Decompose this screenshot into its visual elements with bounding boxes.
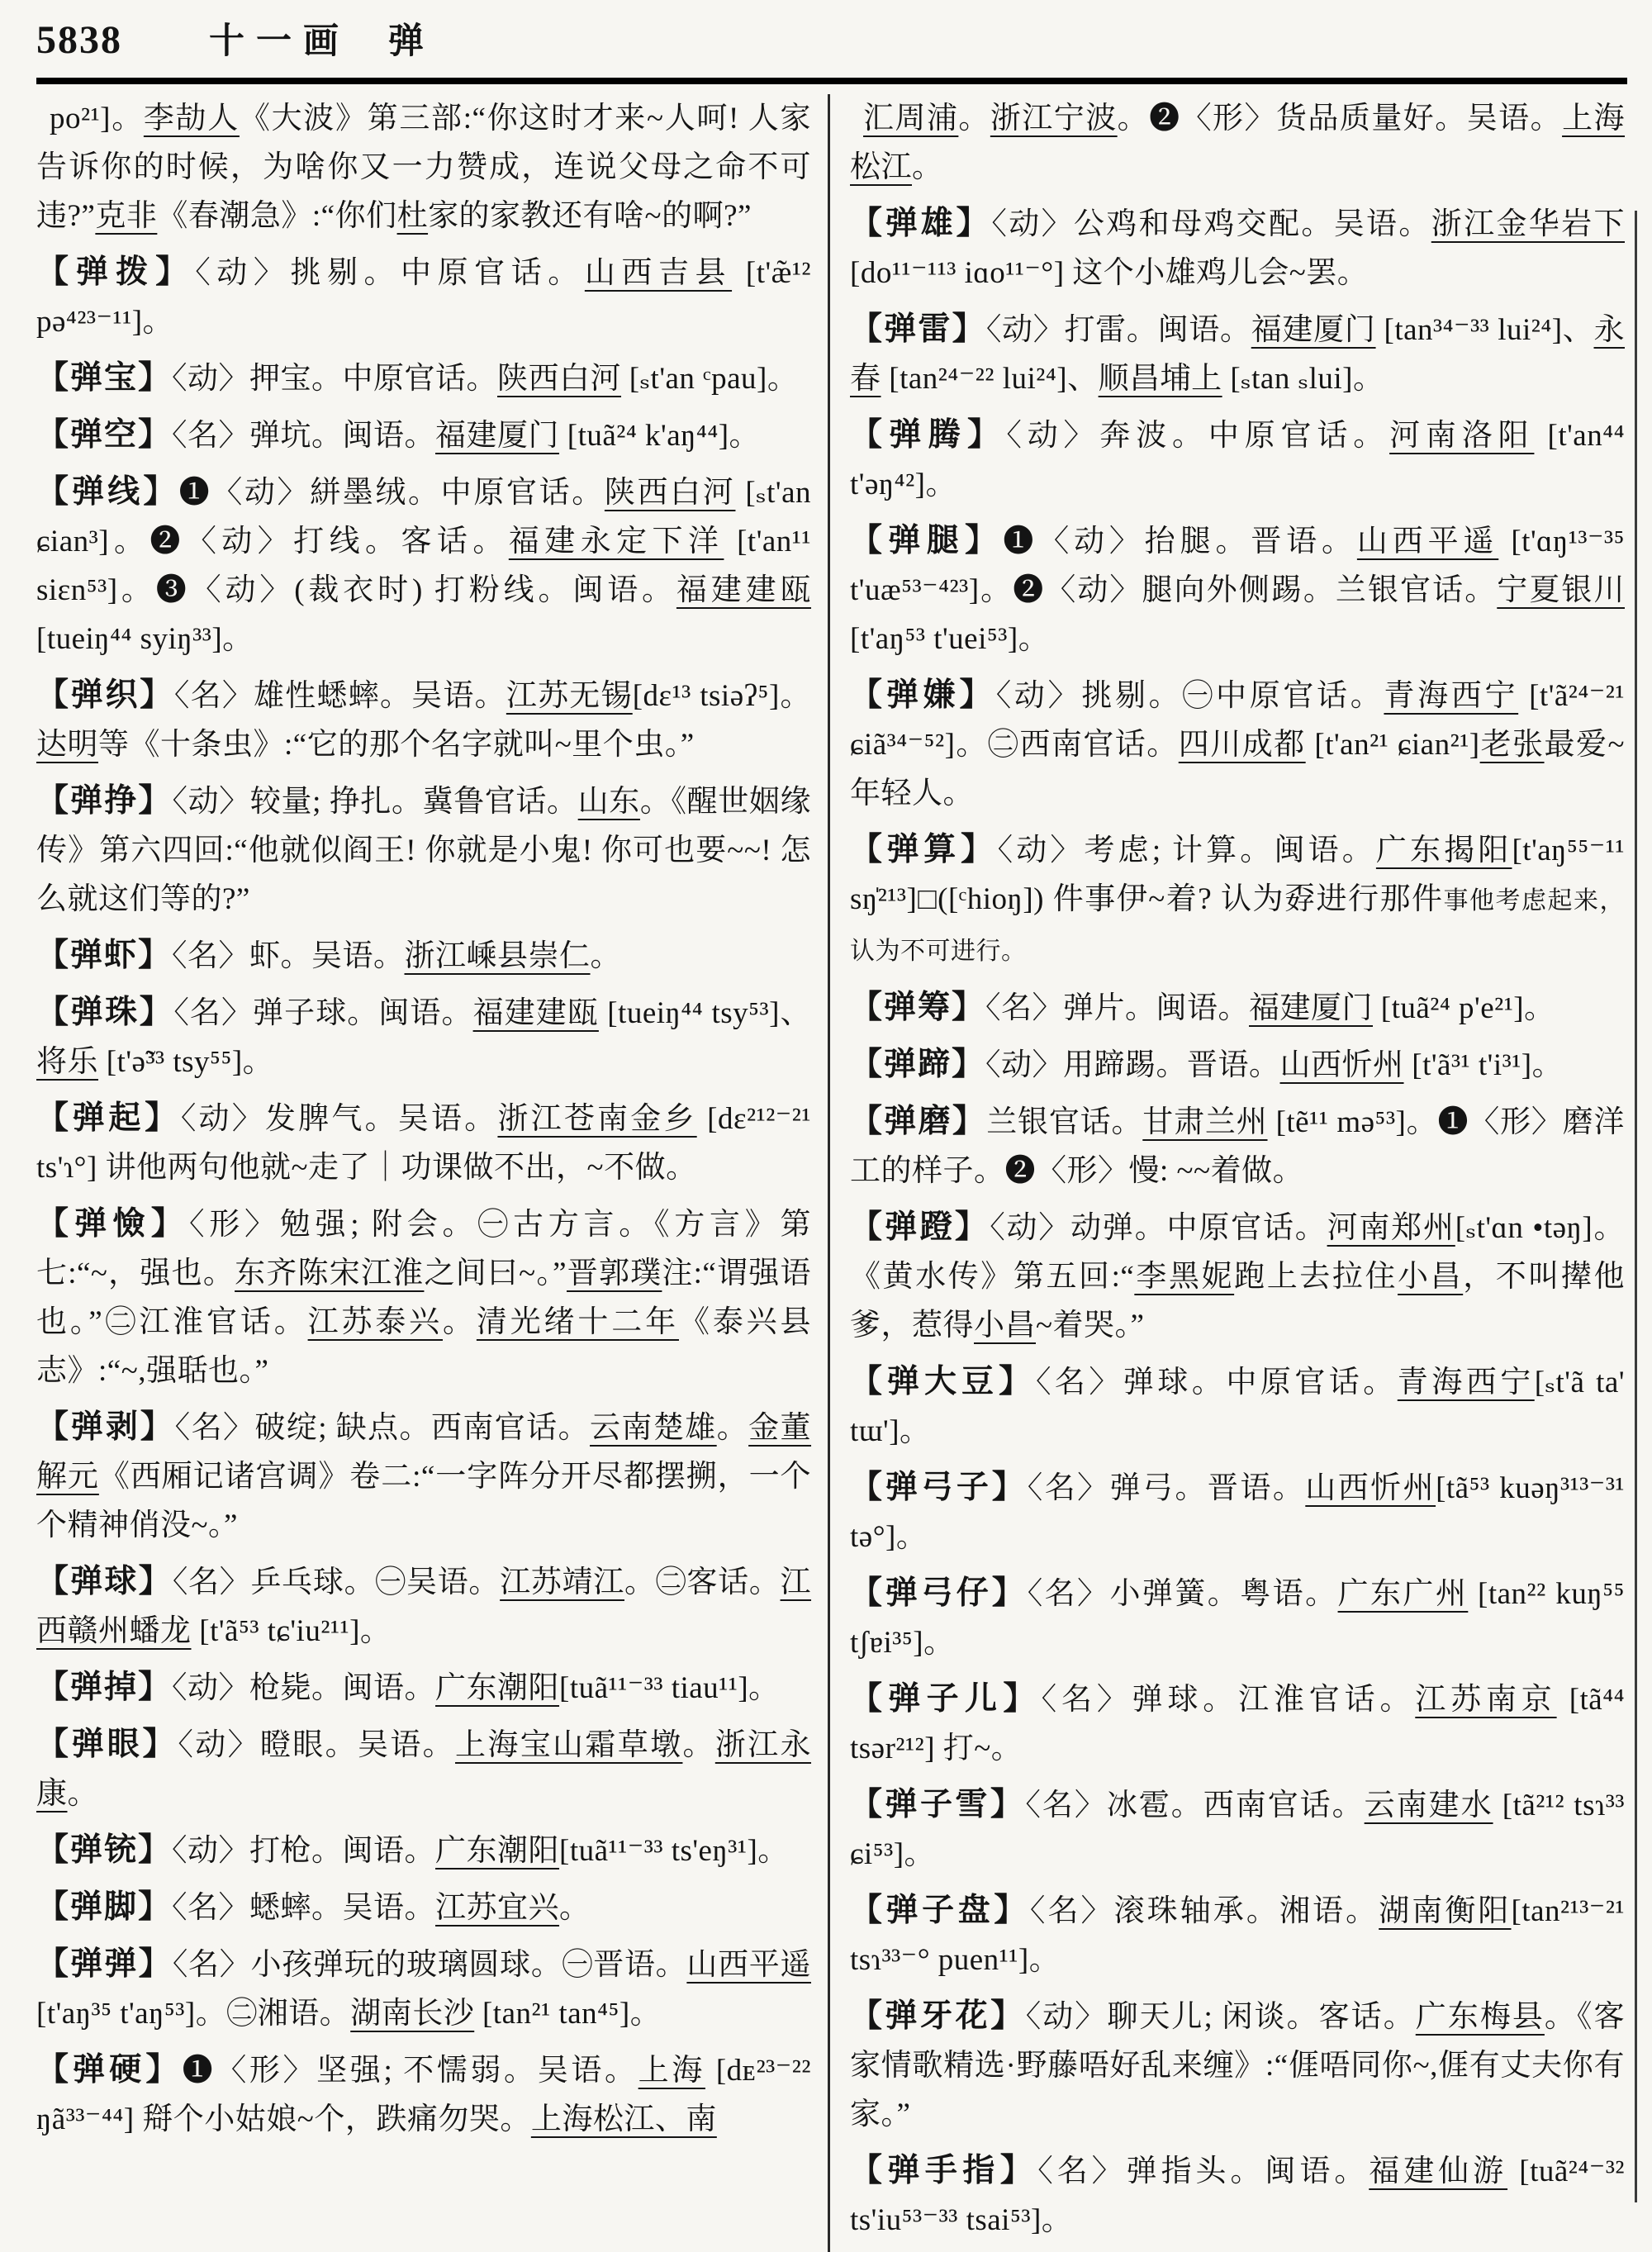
proper-noun: 山西平遥 — [686, 1948, 811, 1982]
entry-headword: 【弹弓子】 — [850, 1470, 1028, 1505]
proper-noun: 宁夏银川 — [1497, 573, 1625, 607]
dict-entry: 【弹球】〈名〉乒乓球。㊀吴语。江苏靖江。㊁客话。江西赣州蟠龙 [t'ã⁵³ tɕ'iu²¹¹]。 — [36, 1564, 812, 1648]
entry-headword: 【弹筹】 — [850, 990, 986, 1025]
dict-entry: 【弹虾】〈名〉虾。吴语。浙江嵊县崇仁。 — [36, 938, 622, 973]
proper-noun: 汇周浦 — [863, 102, 959, 135]
entry-headword: 【弹腿】 — [850, 523, 1004, 558]
proper-noun: 四川成都 — [1178, 728, 1306, 762]
dict-entry: 【弹子雪】〈名〉冰雹。西南官话。云南建水 [tã²¹² tsɿ³³ ɕi⁵³]。 — [850, 1787, 1625, 1871]
proper-noun: 江苏无锡 — [506, 679, 633, 713]
two-column-body — [36, 94, 1627, 2252]
proper-noun: 湖南衡阳 — [1379, 1894, 1512, 1928]
dict-entry: 【弹眼】〈动〉瞪眼。吴语。上海宝山霜草墩。浙江永康。 — [36, 1727, 812, 1811]
proper-noun: 陕西白河 — [497, 362, 622, 396]
stroke-section-title: 十一画 — [209, 22, 350, 61]
proper-noun: 福建建瓯 — [676, 573, 812, 607]
dict-entry: 【弹雄】〈动〉公鸡和母鸡交配。吴语。浙江金华岩下 [do¹¹⁻¹¹³ iɑo¹¹⁻°] 这个小雄鸡儿会~罢。 — [850, 206, 1625, 290]
proper-noun: 上海宝山霜草墩 — [455, 1728, 683, 1762]
page-edge-line — [1635, 211, 1637, 2202]
entry-headword: 【弹宝】 — [36, 360, 173, 396]
proper-noun: 云南建水 — [1364, 1789, 1493, 1822]
entry-headword: 【弹手指】 — [850, 2153, 1038, 2188]
entry-headword: 【弹虾】 — [36, 938, 173, 973]
proper-noun: 小昌 — [1398, 1260, 1464, 1294]
header-rule — [36, 78, 1627, 84]
continuation-paragraph: po²¹]。李劼人《大波》第三部:“你这时才来~人呵! 人家告诉你的时候，为啥你又一力赞成，连说父母之命不可违?”克非《春潮急》:“你们杜家的家教还有啥~的啊?” — [36, 102, 811, 233]
proper-noun: 东齐陈宋江淮 — [235, 1257, 425, 1290]
proper-noun: 杜 — [396, 199, 429, 233]
dict-entry: 【弹弓仔】〈名〉小弹簧。粤语。广东广州 [tan²² kuŋ⁵⁵ tʃɐi³⁵]。 — [850, 1575, 1625, 1660]
proper-noun: 湖南长沙 — [350, 1997, 475, 2031]
proper-noun: 浙江金华岩下 — [1431, 207, 1625, 241]
proper-noun: 浙江永康 — [36, 1728, 812, 1811]
proper-noun: 陕西白河 — [604, 476, 736, 510]
dict-entry: 【弹蹄】〈动〉用蹄踢。晋语。山西忻州 [t'ã³¹ t'i³¹]。 — [850, 1047, 1564, 1082]
proper-noun: 上海 — [638, 2054, 705, 2088]
entry-headword: 【弹硬】 — [36, 2052, 183, 2088]
proper-noun: 河南洛阳 — [1389, 419, 1535, 453]
entry-headword: 【弹脚】 — [36, 1889, 173, 1925]
dict-entry: 【弹腾】〈动〉奔波。中原官话。河南洛阳 [t'an⁴⁴ t'əŋ⁴²]。 — [850, 417, 1626, 501]
entry-headword: 【弹蹄】 — [850, 1047, 986, 1082]
proper-noun: 永春 — [850, 313, 1625, 396]
proper-noun: 浙江苍南金乡 — [497, 1102, 697, 1136]
proper-noun: 清光绪十二年 — [476, 1305, 679, 1339]
entry-headword: 【弹起】 — [36, 1100, 181, 1136]
entry-headword: 【弹球】 — [36, 1564, 173, 1599]
proper-noun: 浙江宁波 — [990, 102, 1118, 135]
dict-entry: 【弹珠】〈名〉弹子球。闽语。福建建瓯 [tueiŋ⁴⁴ tsy⁵³]、将乐 [t'ə̃³³ tsy⁵⁵]。 — [36, 995, 812, 1079]
dict-entry: 【弹宝】〈动〉押宝。中原官话。陕西白河 [ₛt'an ᶜpau]。 — [36, 360, 799, 396]
proper-noun: 福建厦门 — [1251, 313, 1376, 347]
entry-headword: 【弹织】 — [36, 677, 174, 713]
continuation-paragraph: 汇周浦。浙江宁波。❷〈形〉货品质量好。吴语。上海松江。 — [850, 102, 1626, 184]
entry-headword: 【弹算】 — [850, 832, 998, 867]
dict-entry: 【弹嫌】〈动〉挑剔。㊀中原官话。青海西宁 [t'ã²⁴⁻²¹ ɕiã³⁴⁻⁵²]。㊁西南官话。四川成都 [t'an²¹ ɕian²¹]老张最爱~年轻人。 — [850, 677, 1625, 810]
small-gloss: 事他考虑起来，认为不可进行。 — [850, 887, 1626, 965]
proper-noun: 江西赣州蟠龙 — [36, 1565, 812, 1648]
proper-noun: 克非 — [95, 199, 158, 233]
proper-noun: 顺昌埔上 — [1098, 362, 1222, 396]
dict-entry: 【弹织】〈名〉雄性蟋蟀。吴语。江苏无锡[dɛ¹³ tsiəʔ⁵]。达明等《十条虫》:“它的那个名字就叫~里个虫。” — [36, 677, 811, 762]
proper-noun: 江苏南京 — [1415, 1683, 1557, 1717]
entry-headword: 【弹拨】 — [36, 254, 196, 290]
entry-headword: 【弹挣】 — [36, 783, 173, 819]
entry-headword: 【弹弹】 — [36, 1946, 173, 1982]
entry-headword: 【弹弓仔】 — [850, 1575, 1028, 1611]
dict-entry: 【弹挣】〈动〉较量; 挣扎。冀鲁官话。山东。《醒世姻缘传》第六四回:“他就似阎王! 你就是小鬼! 你可也要~~! 怎么就这们等的?” — [36, 783, 812, 916]
proper-noun: 山西忻州 — [1305, 1471, 1436, 1505]
dict-entry: 【弹大豆】〈名〉弹球。中原官话。青海西宁[ₛt'ã ta' tɯ']。 — [850, 1364, 1625, 1448]
proper-noun: 江苏靖江 — [500, 1565, 624, 1599]
dict-entry: 【弹算】〈动〉考虑; 计算。闽语。广东揭阳[t'aŋ⁵⁵⁻¹¹ sŋ̍²¹³]□([ᶜhioŋ]) 件事伊~着? 认为孬进行那件事他考虑起来，认为不可进行。 — [850, 832, 1626, 965]
entry-headword: 【弹剥】 — [36, 1409, 175, 1445]
entry-headword: 【弹掉】 — [36, 1670, 173, 1705]
dict-entry: 【弹铳】〈动〉打枪。闽语。广东潮阳[tuã¹¹⁻³³ ts'eŋ³¹]。 — [36, 1832, 789, 1868]
entry-headword: 【弹眼】 — [36, 1727, 178, 1762]
entry-headword: 【弹铳】 — [36, 1832, 173, 1868]
proper-noun: 老张 — [1479, 728, 1545, 762]
entry-headword: 【弹子儿】 — [850, 1681, 1042, 1717]
left-column — [36, 94, 830, 2252]
entry-headword: 【弹嫌】 — [850, 677, 996, 713]
proper-noun: 河南郑州 — [1327, 1211, 1455, 1245]
entry-headword: 【弹子盘】 — [850, 1893, 1030, 1928]
dict-entry: 【弹手指】〈名〉弹指头。闽语。福建仙游 [tuã²⁴⁻³² ts'iu⁵³⁻³³ tsai⁵³]。 — [850, 2153, 1626, 2237]
proper-noun: 江苏宜兴 — [435, 1891, 560, 1925]
entry-headword: 【弹腾】 — [850, 417, 1007, 453]
proper-noun: 李黑妮 — [1134, 1260, 1235, 1294]
proper-noun: 广东梅县 — [1415, 2000, 1545, 2034]
dict-entry: 【弹腿】❶〈动〉抬腿。晋语。山西平遥 [t'ɑŋ¹³⁻³⁵ t'uæ⁵³⁻⁴²³]。❷〈动〉腿向外侧踢。兰银官话。宁夏银川 [t'aŋ⁵³ t'uei⁵³]。 — [850, 523, 1625, 656]
proper-noun: 广东潮阳 — [435, 1671, 560, 1705]
proper-noun: 晋郭璞 — [567, 1257, 662, 1290]
dict-entry: 【弹筹】〈名〉弹片。闽语。福建厦门 [tuã²⁴ p'e²¹]。 — [850, 990, 1555, 1025]
proper-noun: 福建厦门 — [435, 419, 560, 453]
proper-noun: 浙江嵊县崇仁 — [404, 939, 591, 973]
entry-headword: 【弹大豆】 — [850, 1364, 1036, 1399]
proper-noun: 江苏泰兴 — [307, 1305, 443, 1339]
proper-noun: 山西平遥 — [1356, 525, 1499, 558]
proper-noun: 广东潮阳 — [435, 1834, 560, 1868]
proper-noun: 福建仙游 — [1369, 2155, 1508, 2188]
entry-headword: 【弹雷】 — [850, 311, 986, 347]
right-column — [830, 94, 1625, 2252]
dict-entry: 【弹弓子】〈名〉弹弓。晋语。山西忻州[tã⁵³ kuəŋ³¹³⁻³¹ tə°]。 — [850, 1470, 1626, 1554]
dict-entry: 【弹硬】❶〈形〉坚强; 不懦弱。吴语。上海 [dᴇ²³⁻²² ŋã³³⁻⁴⁴] 搿个小姑娘~个，跌痛勿哭。上海松江、南 — [36, 2052, 811, 2136]
proper-noun: 达明 — [36, 728, 98, 762]
proper-noun: 山西忻州 — [1279, 1048, 1404, 1082]
page-header — [36, 13, 1627, 74]
dict-entry: 【弹脚】〈名〉蟋蟀。吴语。江苏宜兴。 — [36, 1889, 591, 1925]
proper-noun: 广东揭阳 — [1375, 834, 1512, 867]
dict-entry: 【弹线】❶〈动〉絣墨绒。中原官话。陕西白河 [ₛt'an ɕian³]。❷〈动〉打线。客话。福建永定下洋 [t'an¹¹ siɛn⁵³]。❸〈动〉(裁衣时) 打粉线。闽语。福建建瓯 [tueiŋ⁴⁴ syiŋ³³]。 — [36, 474, 812, 656]
entry-headword: 【弹空】 — [36, 417, 173, 453]
entry-headword: 【弹线】 — [36, 474, 179, 510]
dict-entry: 【弹起】〈动〉发脾气。吴语。浙江苍南金乡 [dɛ²¹²⁻²¹ ts'ɿ°] 讲他两句他就~走了｜功课做不出，~不做。 — [36, 1100, 811, 1185]
proper-noun: 李劼人 — [143, 102, 240, 135]
proper-noun: 山西吉县 — [584, 256, 733, 290]
dict-entry: 【弹子盘】〈名〉滚珠轴承。湘语。湖南衡阳[tan²¹³⁻²¹ tsɿ³³⁻° puen¹¹]。 — [850, 1893, 1626, 1977]
dict-entry: 【弹弹】〈名〉小孩弹玩的玻璃圆球。㊀晋语。山西平遥 [t'aŋ³⁵ t'aŋ⁵³]。㊁湘语。湖南长沙 [tan²¹ tan⁴⁵]。 — [36, 1946, 811, 2031]
entry-headword: 【弹子雪】 — [850, 1787, 1026, 1822]
dict-entry: 【弹蹬】〈动〉动弹。中原官话。河南郑州[ₛt'ɑn •təŋ]。《黄水传》第五回:“李黑妮跑上去拉住小昌，不叫撵他爹，惹得小昌~着哭。” — [850, 1209, 1625, 1342]
proper-noun: 青海西宁 — [1397, 1366, 1535, 1399]
page-number: 5838 — [36, 18, 122, 62]
entry-headword: 【弹憸】 — [36, 1206, 189, 1242]
proper-noun: 山东 — [577, 785, 640, 819]
proper-noun: 福建永定下洋 — [508, 525, 724, 558]
entry-headword: 【弹雄】 — [850, 206, 992, 241]
section-head-character: 弹 — [388, 22, 424, 61]
dict-entry: 【弹雷】〈动〉打雷。闽语。福建厦门 [tan³⁴⁻³³ lui²⁴]、永春 [tan²⁴⁻²² lui²⁴]、顺昌埔上 [ₛtan ₛlui]。 — [850, 311, 1625, 396]
entry-headword: 【弹蹬】 — [850, 1209, 990, 1245]
proper-noun: 云南楚雄 — [590, 1411, 717, 1445]
entry-headword: 【弹珠】 — [36, 995, 174, 1030]
entry-headword: 【弹磨】 — [850, 1104, 987, 1139]
proper-noun: 福建厦门 — [1249, 991, 1374, 1025]
dict-entry: 【弹憸】〈形〉勉强; 附会。㊀古方言。《方言》第七:“~，强也。东齐陈宋江淮之间曰~。”晋郭璞注:“谓强语也。”㊁江淮官话。江苏泰兴。清光绪十二年《泰兴县志》:“~,强聒也。” — [36, 1206, 812, 1388]
proper-noun: 上海松江 — [850, 102, 1626, 184]
dict-entry: 【弹子儿】〈名〉弹球。江淮官话。江苏南京 [tã⁴⁴ tsər²¹²] 打~。 — [850, 1681, 1626, 1765]
proper-noun: 甘肃兰州 — [1142, 1105, 1268, 1139]
proper-noun: 将乐 — [36, 1045, 98, 1079]
proper-noun: 小昌 — [974, 1309, 1036, 1342]
dict-entry: 【弹磨】兰银官话。甘肃兰州 [tẽ¹¹ mə⁵³]。❶〈形〉磨洋工的样子。❷〈形〉慢: ~~着做。 — [850, 1104, 1626, 1188]
proper-noun: 青海西宁 — [1384, 679, 1519, 713]
proper-noun: 金董解元 — [36, 1411, 812, 1494]
proper-noun: 广东广州 — [1337, 1577, 1469, 1611]
entry-headword: 【弹牙花】 — [850, 1998, 1026, 2034]
dict-entry: 【弹空】〈名〉弹坑。闽语。福建厦门 [tuã²⁴ k'aŋ⁴⁴]。 — [36, 417, 761, 453]
proper-noun: 上海松江、南 — [530, 2102, 717, 2136]
dict-entry: 【弹掉】〈动〉枪毙。闽语。广东潮阳[tuã¹¹⁻³³ tiau¹¹]。 — [36, 1670, 780, 1705]
dict-entry: 【弹剥】〈名〉破绽; 缺点。西南官话。云南楚雄。金董解元《西厢记诸宫调》卷二:“一字阵分开尽都摆搠，一个个精神俏没~。” — [36, 1409, 812, 1542]
dict-entry: 【弹牙花】〈动〉聊天儿; 闲谈。客话。广东梅县。《客家情歌精选·野藤唔好乱来缠》:“𠊎唔同你~,𠊎有丈夫你有家。” — [850, 1998, 1626, 2131]
dict-entry: 【弹拨】〈动〉挑剔。中原官话。山西吉县 [t'æ̃¹² pə⁴²³⁻¹¹]。 — [36, 254, 811, 339]
proper-noun: 福建建瓯 — [472, 996, 599, 1030]
